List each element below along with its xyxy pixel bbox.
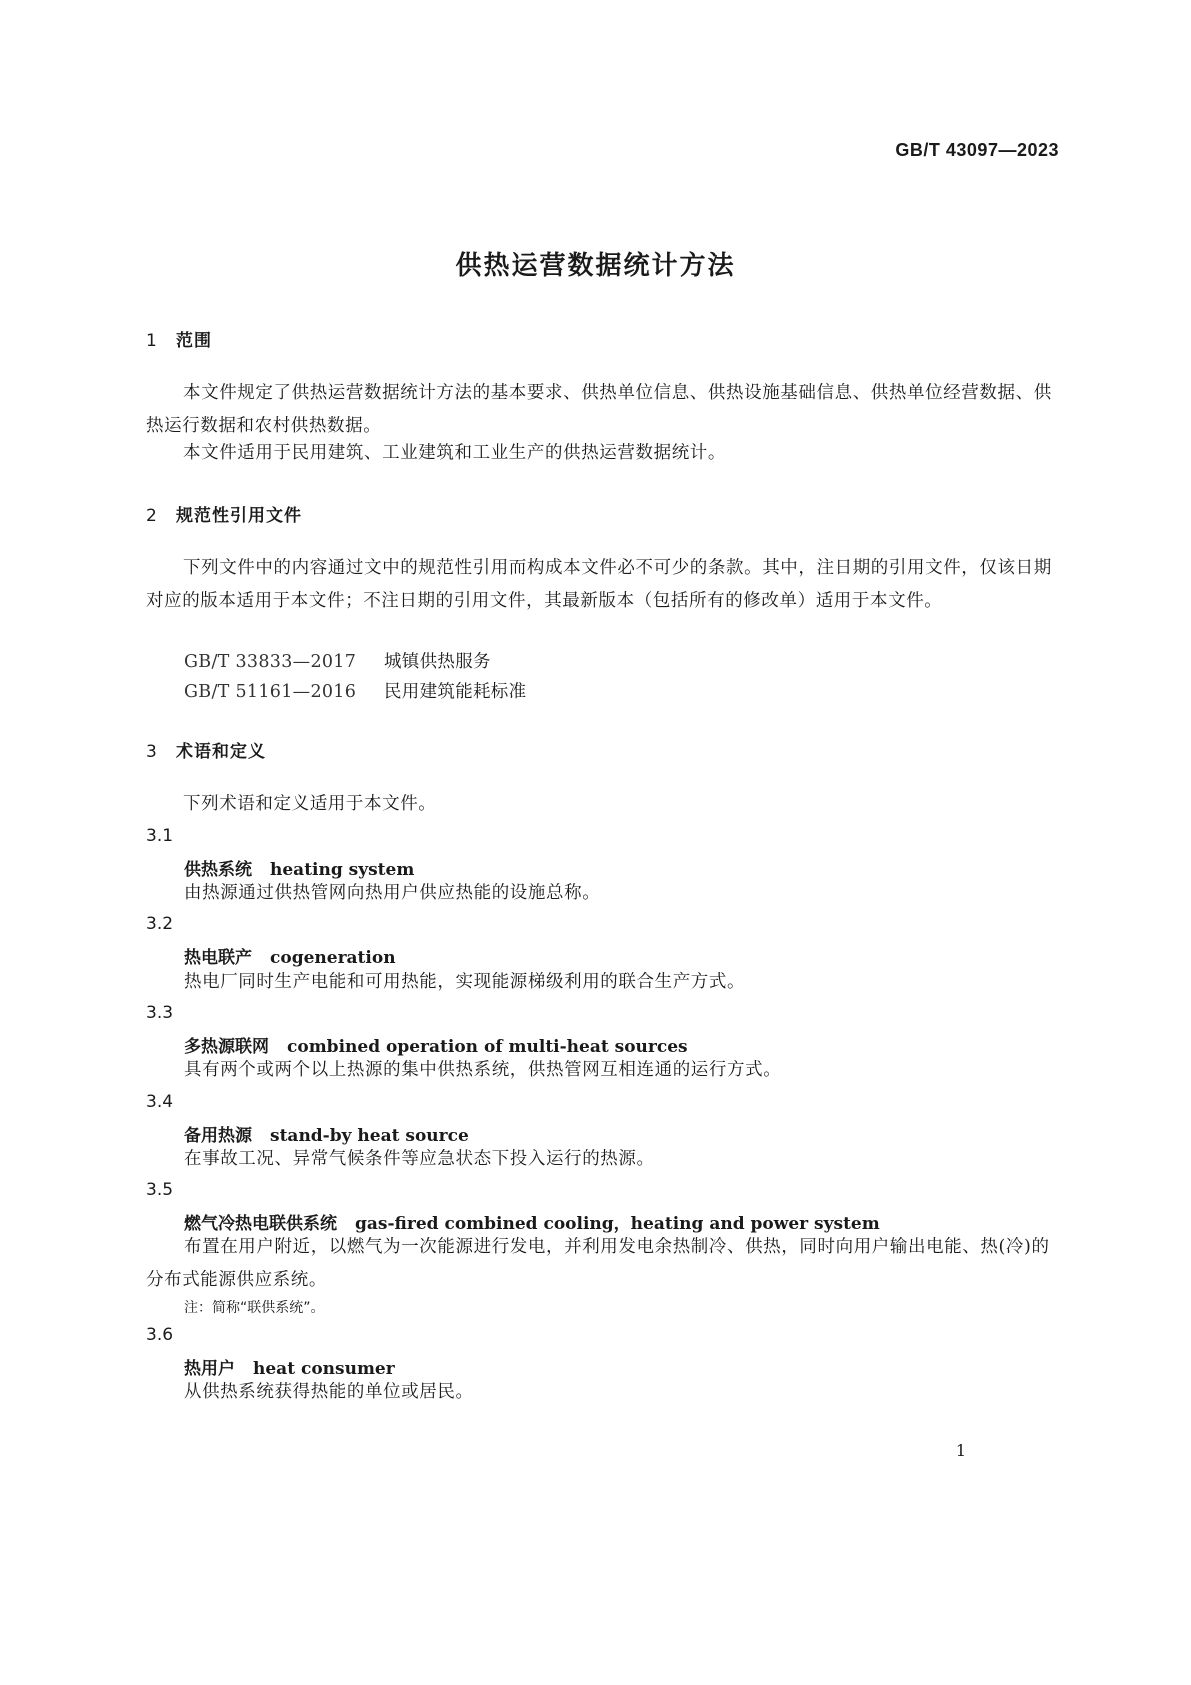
section-3-intro: 下列术语和定义适用于本文件。 <box>183 794 437 814</box>
term-number: 3.2 <box>146 914 174 934</box>
term-number: 3.6 <box>146 1325 174 1345</box>
section-2-heading <box>146 501 302 526</box>
term-definition: 在事故工况、异常气候条件等应急状态下投入运行的热源。 <box>184 1149 655 1169</box>
section-1-paragraph-1: 本文件规定了供热运营数据统计方法的基本要求、供热单位信息、供热设施基础信息、供热单位经营数据、供热运行数据和农村供热数据。 <box>146 383 1052 436</box>
page-number: 1 <box>955 1441 966 1460</box>
term-name-en: stand-by heat source <box>270 1126 469 1146</box>
term-name-zh: 燃气冷热电联供系统 <box>184 1214 337 1234</box>
reference-item <box>184 678 526 703</box>
section-title: 术语和定义 <box>176 742 266 762</box>
section-title: 范围 <box>176 331 212 351</box>
section-number: 2 <box>146 506 158 526</box>
term-name-zh: 热电联产 <box>184 948 252 968</box>
reference-code: GB/T 33833—2017 <box>184 652 357 672</box>
term-name-zh: 热用户 <box>184 1359 235 1379</box>
document-title: 供热运营数据统计方法 <box>455 251 736 281</box>
term-number: 3.1 <box>146 826 174 846</box>
reference-title: 民用建筑能耗标准 <box>384 682 527 702</box>
section-1-paragraph-2: 本文件适用于民用建筑、工业建筑和工业生产的供热运营数据统计。 <box>183 443 726 463</box>
term-number: 3.5 <box>146 1180 174 1200</box>
section-title: 规范性引用文件 <box>176 506 302 526</box>
section-1-heading <box>146 326 212 351</box>
term-definition: 从供热系统获得热能的单位或居民。 <box>184 1382 474 1402</box>
term-name-zh: 供热系统 <box>184 860 252 880</box>
term-name-zh: 多热源联网 <box>184 1037 269 1057</box>
reference-title: 城镇供热服务 <box>384 652 491 672</box>
term-number: 3.4 <box>146 1092 174 1112</box>
term-name-en: gas-fired combined cooling，heating and power system <box>355 1214 880 1234</box>
section-number: 3 <box>146 742 158 762</box>
term-name-en: combined operation of multi-heat sources <box>287 1037 688 1057</box>
term-definition: 热电厂同时生产电能和可用热能，实现能源梯级利用的联合生产方式。 <box>184 972 746 992</box>
term-name <box>184 943 396 968</box>
term-definition: 具有两个或两个以上热源的集中供热系统，供热管网互相连通的运行方式。 <box>184 1060 782 1080</box>
term-name-zh: 备用热源 <box>184 1126 252 1146</box>
section-number: 1 <box>146 331 158 351</box>
term-note: 注：简称“联供系统”。 <box>184 1300 325 1316</box>
section-3-heading <box>146 737 266 762</box>
term-definition: 由热源通过供热管网向热用户供应热能的设施总称。 <box>184 883 601 903</box>
term-name-en: cogeneration <box>270 948 396 968</box>
reference-code: GB/T 51161—2016 <box>184 682 357 702</box>
term-name-en: heat consumer <box>253 1359 395 1379</box>
term-number: 3.3 <box>146 1003 174 1023</box>
term-name-en: heating system <box>270 860 415 880</box>
term-definition: 布置在用户附近，以燃气为一次能源进行发电，并利用发电余热制冷、供热，同时向用户输出电能、热(冷)的分布式能源供应系统。 <box>146 1237 1050 1290</box>
reference-item <box>184 648 491 673</box>
section-2-paragraph-1: 下列文件中的内容通过文中的规范性引用而构成本文件必不可少的条款。其中，注日期的引用文件，仅该日期对应的版本适用于本文件；不注日期的引用文件，其最新版本（包括所有的修改单）适用于本文件。 <box>146 558 1052 611</box>
standard-code: GB/T 43097—2023 <box>895 140 1059 160</box>
